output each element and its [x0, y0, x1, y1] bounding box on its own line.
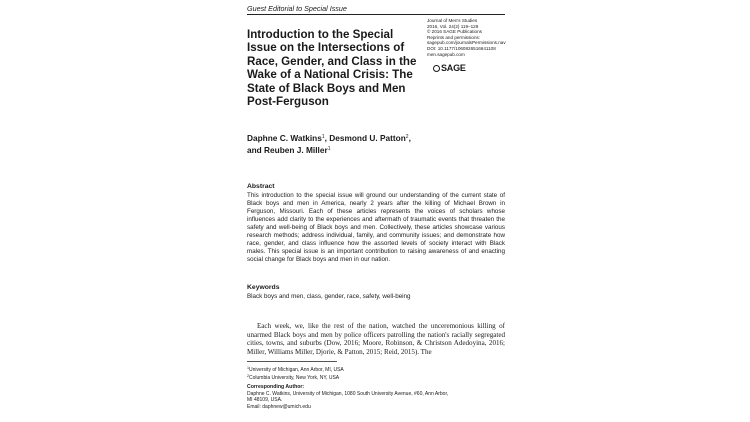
affiliation-item: [247, 373, 505, 381]
publisher-logo: [433, 63, 466, 73]
copyright-line: © 2016 SAGE Publications: [427, 29, 482, 35]
header-rule: [247, 14, 505, 15]
doi-link[interactable]: DOI: 10.1177/1060826516641108: [427, 45, 496, 51]
publisher-logo-text: SAGE: [441, 63, 466, 73]
corresponding-details: [247, 391, 505, 410]
sage-logo-icon: [433, 65, 440, 72]
affiliation-text: Columbia University, New York, NY, USA: [249, 375, 340, 382]
author-name: Desmond U. Patton: [329, 133, 406, 143]
author-separator: ,: [408, 133, 411, 143]
journal-name: Journal of Men's Studies: [427, 18, 478, 23]
reprints-line: Reprints and permissions:: [427, 34, 481, 40]
author-list: [247, 132, 467, 156]
author-affil-mark: 2: [405, 134, 409, 140]
author-separator: ,: [324, 133, 330, 143]
corresponding-address: Daphne C. Watkins, University of Michigan, 1080 South University Avenue, #60, Ann Arbor,: [247, 391, 449, 397]
author-affil-mark: 1: [327, 146, 331, 152]
footnote-rule: [247, 361, 337, 362]
corresponding-address-cont: MI 48109, USA.: [247, 397, 283, 404]
affiliation-item: [247, 365, 505, 373]
permissions-link[interactable]: sagepub.com/journalsPermissions.nav: [427, 40, 506, 46]
abstract-text: This introduction to the special issue will ground our understanding of the current state of Black boys and men in America, nearly 2 years after the killing of Michael Brown in Ferguson, Missouri. Each of these articles represents the voices of scholars whose influences add clarity to the experiences and aftermath of traumatic events that threaten the safety and well-being of Black boys and men. Collectively, these articles showcase various research methods; address individual, family, and community issues; and demonstrate how race, gender, and class influence how the assorted levels of society interact with Black males. This special issue is an important contribution to raising awareness of and enacting social change for Black boys and men in our nation.: [247, 192, 505, 264]
affiliation-text: University of Michigan, Ann Arbor, MI, USA: [249, 367, 344, 373]
abstract-heading: Abstract: [247, 183, 275, 190]
affiliations: [247, 365, 505, 382]
author-name: and Reuben J. Miller: [247, 145, 328, 155]
journal-meta: [427, 18, 507, 57]
keywords-heading: Keywords: [247, 284, 280, 291]
corresponding-email[interactable]: Email: daphnew@umich.edu: [247, 403, 311, 410]
article-title: Introduction to the Special Issue on the Intersections of Race, Gender, and Class in the Wake of a National Crisis: The State of Black Boys and Men Post-Ferguson: [247, 28, 417, 109]
keywords-text: Black boys and men, class, gender, race, safety, well-being: [247, 293, 411, 300]
author-name: Daphne C. Watkins: [247, 133, 322, 143]
affiliation-number: 1: [247, 366, 249, 370]
body-paragraph: Each week, we, like the rest of the nation, watched the unceremonious killing of unarmed Black boys and men by police officers patrolling the nation's racially segregated cities, towns, and suburbs (Dow, 2016; Moore, Robinson, & Christson Adedoyina, 2016; Miller, Williams Miller, Djorie, & Patton, 2015; Reid, 2015). The: [247, 322, 505, 356]
journal-site-link[interactable]: men.sagepub.com: [427, 51, 465, 57]
author-affil-mark: 1: [321, 134, 325, 140]
section-label: Guest Editorial to Special Issue: [247, 4, 347, 13]
journal-volume: 2016, Vol. 24(2) 119–129: [427, 23, 479, 29]
affiliation-number: 2: [247, 374, 249, 379]
corresponding-heading: Corresponding Author:: [247, 384, 305, 390]
